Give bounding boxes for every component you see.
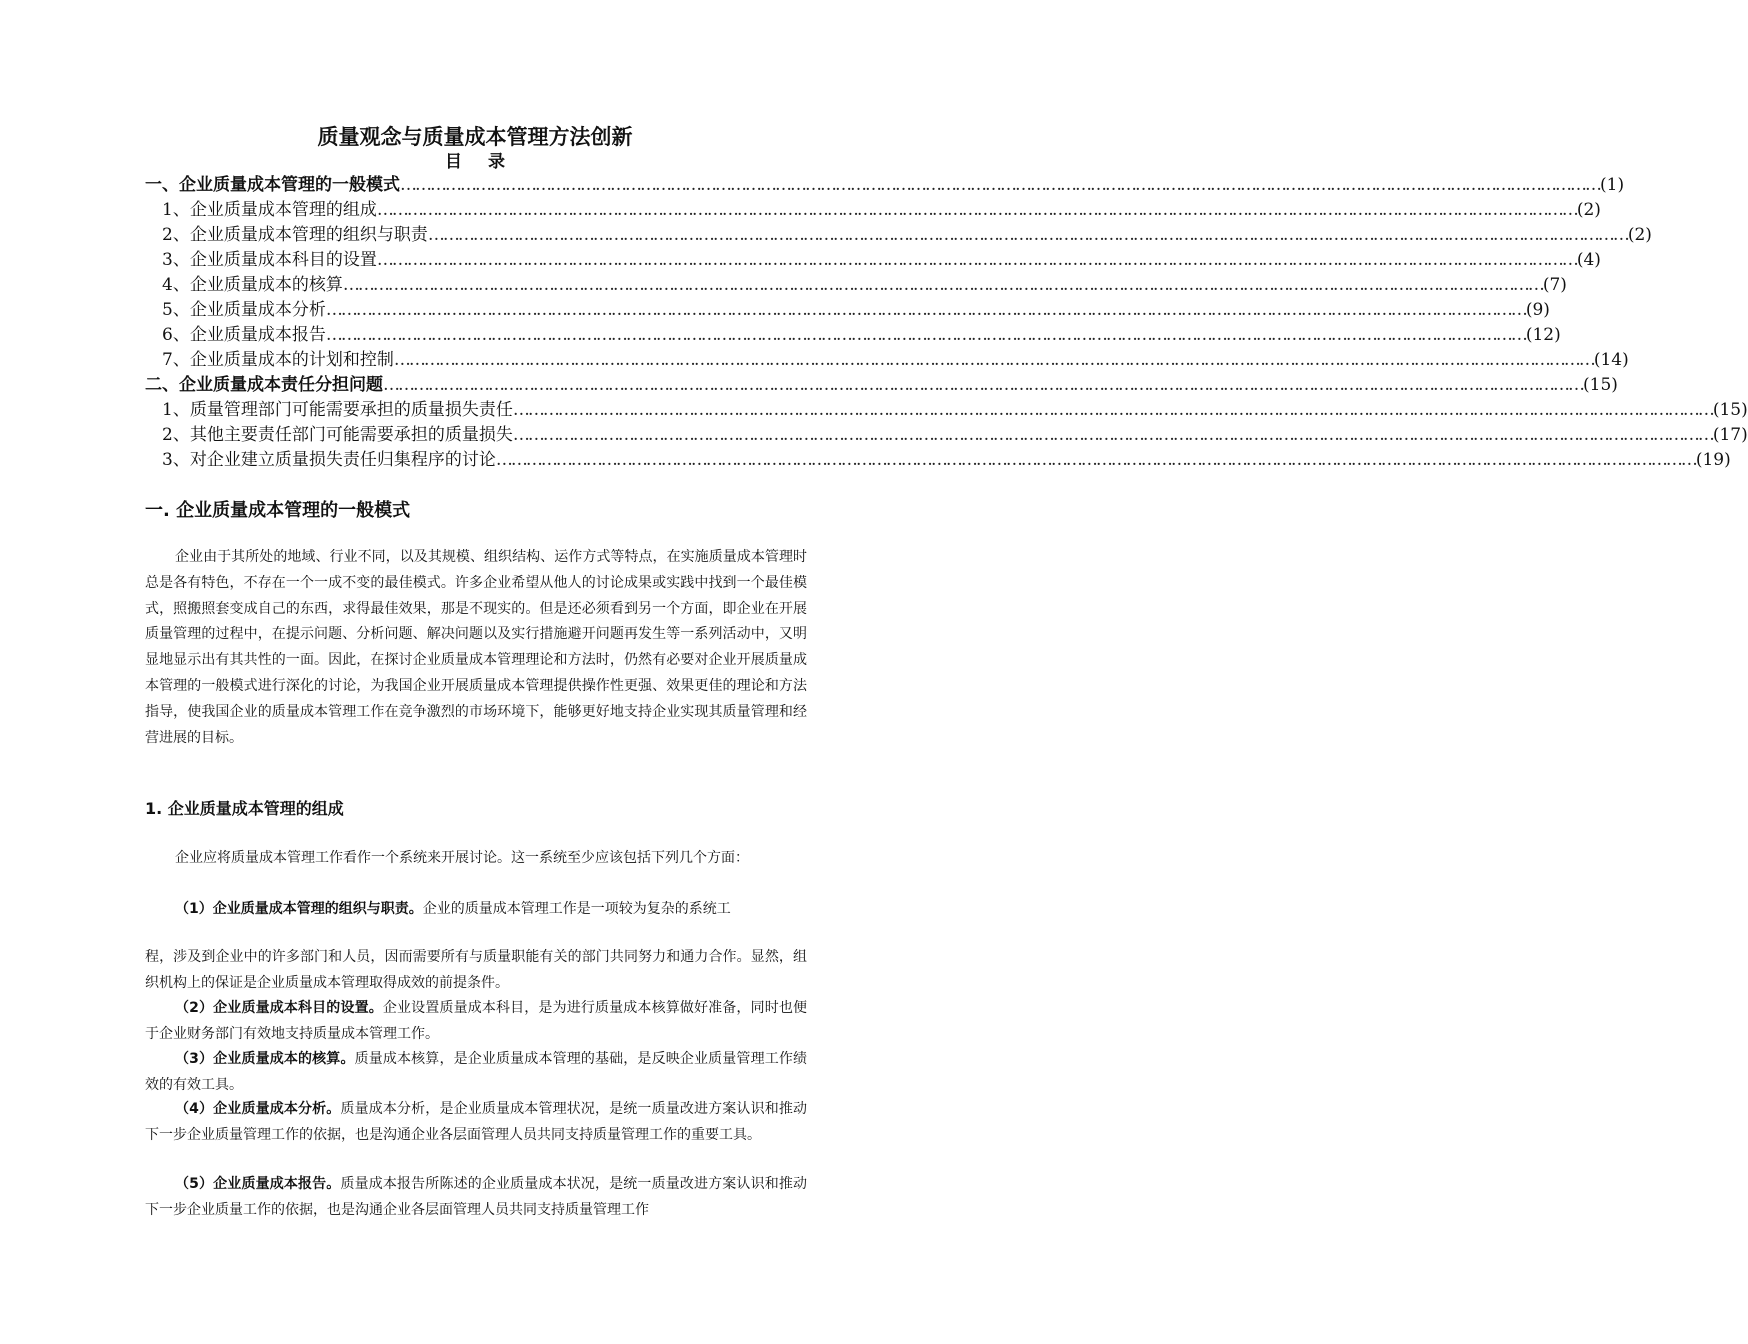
toc-entry[interactable] xyxy=(162,248,1601,273)
list-item-text: 质量成本分析，是企业质量成本管理状况，是统一质量改进方案认识和推动下一步企业质量管理工作的依据，也是沟通企业各层面管理人员共同支持质量管理工作的重要工具。 xyxy=(145,1101,807,1143)
toc-leader-dots: …………………………………………………………………………………………………………………………………………………………………………………………………………………… xyxy=(325,300,1526,320)
list-item-label: （3）企业质量成本的核算。 xyxy=(175,1051,355,1067)
toc-leader-dots: …………………………………………………………………………………………………………………………………………………………………………………………………………………… xyxy=(376,250,1577,270)
list-item-text: 企业的质量成本管理工作是一项较为复杂的系统工 xyxy=(422,901,731,917)
toc-entry[interactable] xyxy=(162,348,1629,373)
toc-entry[interactable] xyxy=(162,323,1561,348)
subsection-intro-paragraph: 企业应将质量成本管理工作看作一个系统来开展讨论。这一系统至少应该包括下列几个方面： xyxy=(175,850,749,866)
toc-entry-text: 2、企业质量成本管理的组织与职责 xyxy=(162,225,428,245)
toc-leader-dots: …………………………………………………………………………………………………………………………………………………………………………………………………………………… xyxy=(512,400,1713,420)
toc-leader-dots: …………………………………………………………………………………………………………………………………………………………………………………………………………………… xyxy=(376,200,1577,220)
list-item-label: （4）企业质量成本分析。 xyxy=(175,1101,341,1117)
toc-entry-text: 3、企业质量成本科目的设置 xyxy=(162,250,377,270)
list-item-label: （2）企业质量成本科目的设置。 xyxy=(175,1000,383,1016)
toc-page-number: (9) xyxy=(1525,300,1550,320)
toc-page-number: (15) xyxy=(1712,400,1748,420)
toc-heading: 目录 xyxy=(445,152,531,172)
toc-page-number: (15) xyxy=(1583,375,1618,395)
toc-page-number: (4) xyxy=(1576,250,1601,270)
toc-entry-text: 3、对企业建立质量损失责任归集程序的讨论 xyxy=(162,450,496,470)
toc-page-number: (17) xyxy=(1712,425,1748,445)
list-item xyxy=(145,897,785,923)
toc-entry-text: 2、其他主要责任部门可能需要承担的质量损失 xyxy=(162,425,513,445)
section-heading: 一. 企业质量成本管理的一般模式 xyxy=(145,500,411,521)
document-title: 质量观念与质量成本管理方法创新 xyxy=(317,125,633,149)
toc-entry[interactable] xyxy=(162,223,1652,248)
toc-leader-dots: …………………………………………………………………………………………………………………………………………………………………………………………………………………… xyxy=(427,225,1628,245)
toc-leader-dots: …………………………………………………………………………………………………………………………………………………………………………………………………………………… xyxy=(393,350,1594,370)
toc-page-number: (2) xyxy=(1576,200,1601,220)
toc-entry-text: 6、企业质量成本报告 xyxy=(162,325,326,345)
toc-page-number: (2) xyxy=(1627,225,1652,245)
toc-entry-text: 二、企业质量成本责任分担问题 xyxy=(145,375,383,395)
toc-entry[interactable] xyxy=(162,398,1748,423)
toc-entry-text: 一、企业质量成本管理的一般模式 xyxy=(145,175,400,195)
toc-leader-dots: …………………………………………………………………………………………………………………………………………………………………………………………………………………… xyxy=(342,275,1543,295)
list-item xyxy=(145,996,807,1048)
toc-leader-dots: …………………………………………………………………………………………………………………………………………………………………………………………………………………… xyxy=(383,375,1583,395)
toc-entry[interactable] xyxy=(145,173,1625,198)
toc-leader-dots: …………………………………………………………………………………………………………………………………………………………………………………………………………………… xyxy=(400,175,1600,195)
subsection-heading: 1. 企业质量成本管理的组成 xyxy=(145,799,344,818)
toc-entry-text: 1、质量管理部门可能需要承担的质量损失责任 xyxy=(162,400,513,420)
list-item xyxy=(145,1172,807,1224)
toc-page-number: (7) xyxy=(1542,275,1567,295)
list-item-text: 质量成本核算，是企业质量成本管理的基础，是反映企业质量管理工作绩效的有效工具。 xyxy=(145,1051,807,1093)
toc-entry[interactable] xyxy=(162,273,1567,298)
list-item xyxy=(145,1097,807,1149)
toc-entry[interactable] xyxy=(162,198,1601,223)
toc-entry[interactable] xyxy=(162,423,1748,448)
toc-entry-text: 4、企业质量成本的核算 xyxy=(162,275,343,295)
toc-page-number: (14) xyxy=(1593,350,1629,370)
toc-entry[interactable] xyxy=(162,298,1550,323)
list-item-label: （5）企业质量成本报告。 xyxy=(175,1176,341,1192)
toc-entry-text: 7、企业质量成本的计划和控制 xyxy=(162,350,394,370)
toc-entry-text: 5、企业质量成本分析 xyxy=(162,300,326,320)
list-item xyxy=(145,1047,807,1099)
section-intro-paragraph: 企业由于其所处的地域、行业不同，以及其规模、组织结构、运作方式等特点，在实施质量成本管理时总是各有特色，不存在一个一成不变的最佳模式。许多企业希望从他人的讨论成果或实践中找到一个最佳模式，照搬照套变成自己的东西，求得最佳效果，那是不现实的。但是还必须看到另一个方面，即企业在开展质量管理的过程中，在提示问题、分析问题、解决问题以及实行措施避开问题再发生等一系列活动中，又明显地显示出有其共性的一面。因此，在探讨企业质量成本管理理论和方法时，仍然有必要对企业开展质量成本管理的一般模式进行深化的讨论，为我国企业开展质量成本管理提供操作性更强、效果更佳的理论和方法指导，使我国企业的质量成本管理工作在竞争激烈的市场环境下，能够更好地支持企业实现其质量管理和经营进展的目标。 xyxy=(145,549,807,746)
list-item-text: 企业设置质量成本科目，是为进行质量成本核算做好准备，同时也便于企业财务部门有效地支持质量成本管理工作。 xyxy=(145,1000,807,1042)
toc-entry-text: 1、企业质量成本管理的组成 xyxy=(162,200,377,220)
toc-entry[interactable] xyxy=(162,448,1731,473)
toc-entry[interactable] xyxy=(145,373,1618,398)
toc-page-number: (19) xyxy=(1695,450,1731,470)
toc-leader-dots: …………………………………………………………………………………………………………………………………………………………………………………………………………………… xyxy=(325,325,1526,345)
toc-leader-dots: …………………………………………………………………………………………………………………………………………………………………………………………………………………… xyxy=(512,425,1713,445)
list-item-text: 质量成本报告所陈述的企业质量成本状况，是统一质量改进方案认识和推动下一步企业质量工作的依据，也是沟通企业各层面管理人员共同支持质量管理工作 xyxy=(145,1176,807,1218)
toc-page-number: (12) xyxy=(1525,325,1561,345)
list-item-label: （1）企业质量成本管理的组织与职责。 xyxy=(175,901,423,917)
toc-page-number: (1) xyxy=(1600,175,1625,195)
list-item-continuation: 程，涉及到企业中的许多部门和人员，因而需要所有与质量职能有关的部门共同努力和通力合作。显然，组织机构上的保证是企业质量成本管理取得成效的前提条件。 xyxy=(145,949,807,991)
toc-leader-dots: …………………………………………………………………………………………………………………………………………………………………………………………………………………… xyxy=(495,450,1696,470)
